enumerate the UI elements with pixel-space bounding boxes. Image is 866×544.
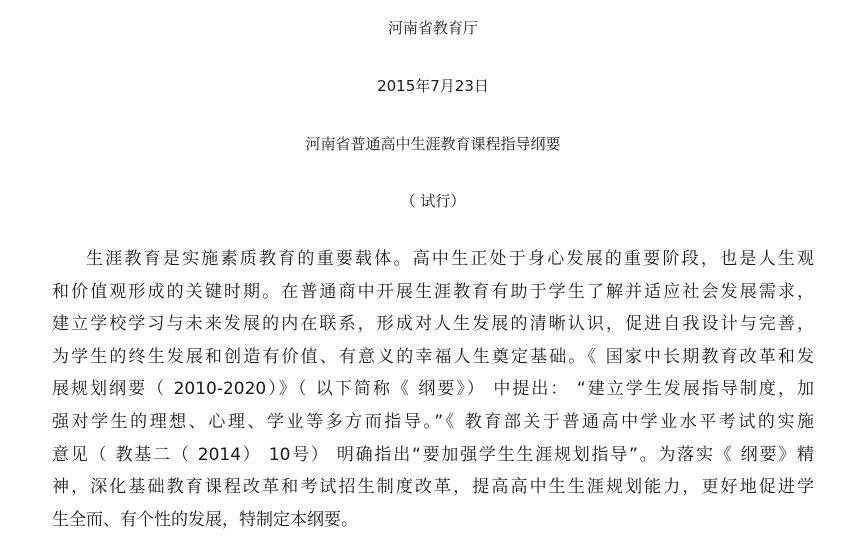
- body-line: 强对学生的理想、心理、学业等多方而指导。”《 教育部关于普通高中学业水平考试的实施: [52, 411, 814, 432]
- body-paragraph: [52, 243, 814, 536]
- body-line: 和价值观形成的关键时期。在普通商中开展生涯教育有助于学生了解并适应社会发展需求，: [52, 281, 814, 302]
- issuer-line: 河南省教育厅: [387, 19, 478, 37]
- document-subtitle: （ 试行）: [400, 192, 466, 210]
- body-line: 生全而、有个性的发展，特制定本纲要。: [52, 509, 358, 530]
- date-line: 2015年7月23日: [377, 77, 489, 95]
- document-title: 河南省普通高中生涯教育课程指导纲要: [305, 135, 561, 153]
- body-line: 神，深化基础教育课程改革和考试招生制度改革，提高高中生生涯规划能力，更好地促进学: [52, 477, 814, 498]
- body-line: 意见（ 教基二（ 2014） 10号） 明确指出“要加强学生生涯规划指导”。为落实《 纲要》精: [52, 444, 814, 465]
- body-line: 建立学校学习与未来发展的内在联系，形成对人生发展的清晰认识，促进自我设计与完善，: [52, 314, 814, 335]
- body-line: 展规划纲要（ 2010-2020）》（ 以下简称《 纲要》） 中提出： “建立学生发展指导制度，加: [52, 379, 814, 400]
- body-line: 为学生的终生发展和创造有价值、有意义的幸福人生奠定基础。《 国家中长期教育改革和发: [52, 346, 814, 367]
- body-line: 生涯教育是实施素质教育的重要载体。高中生正处于身心发展的重要阶段，也是人生观: [86, 249, 814, 269]
